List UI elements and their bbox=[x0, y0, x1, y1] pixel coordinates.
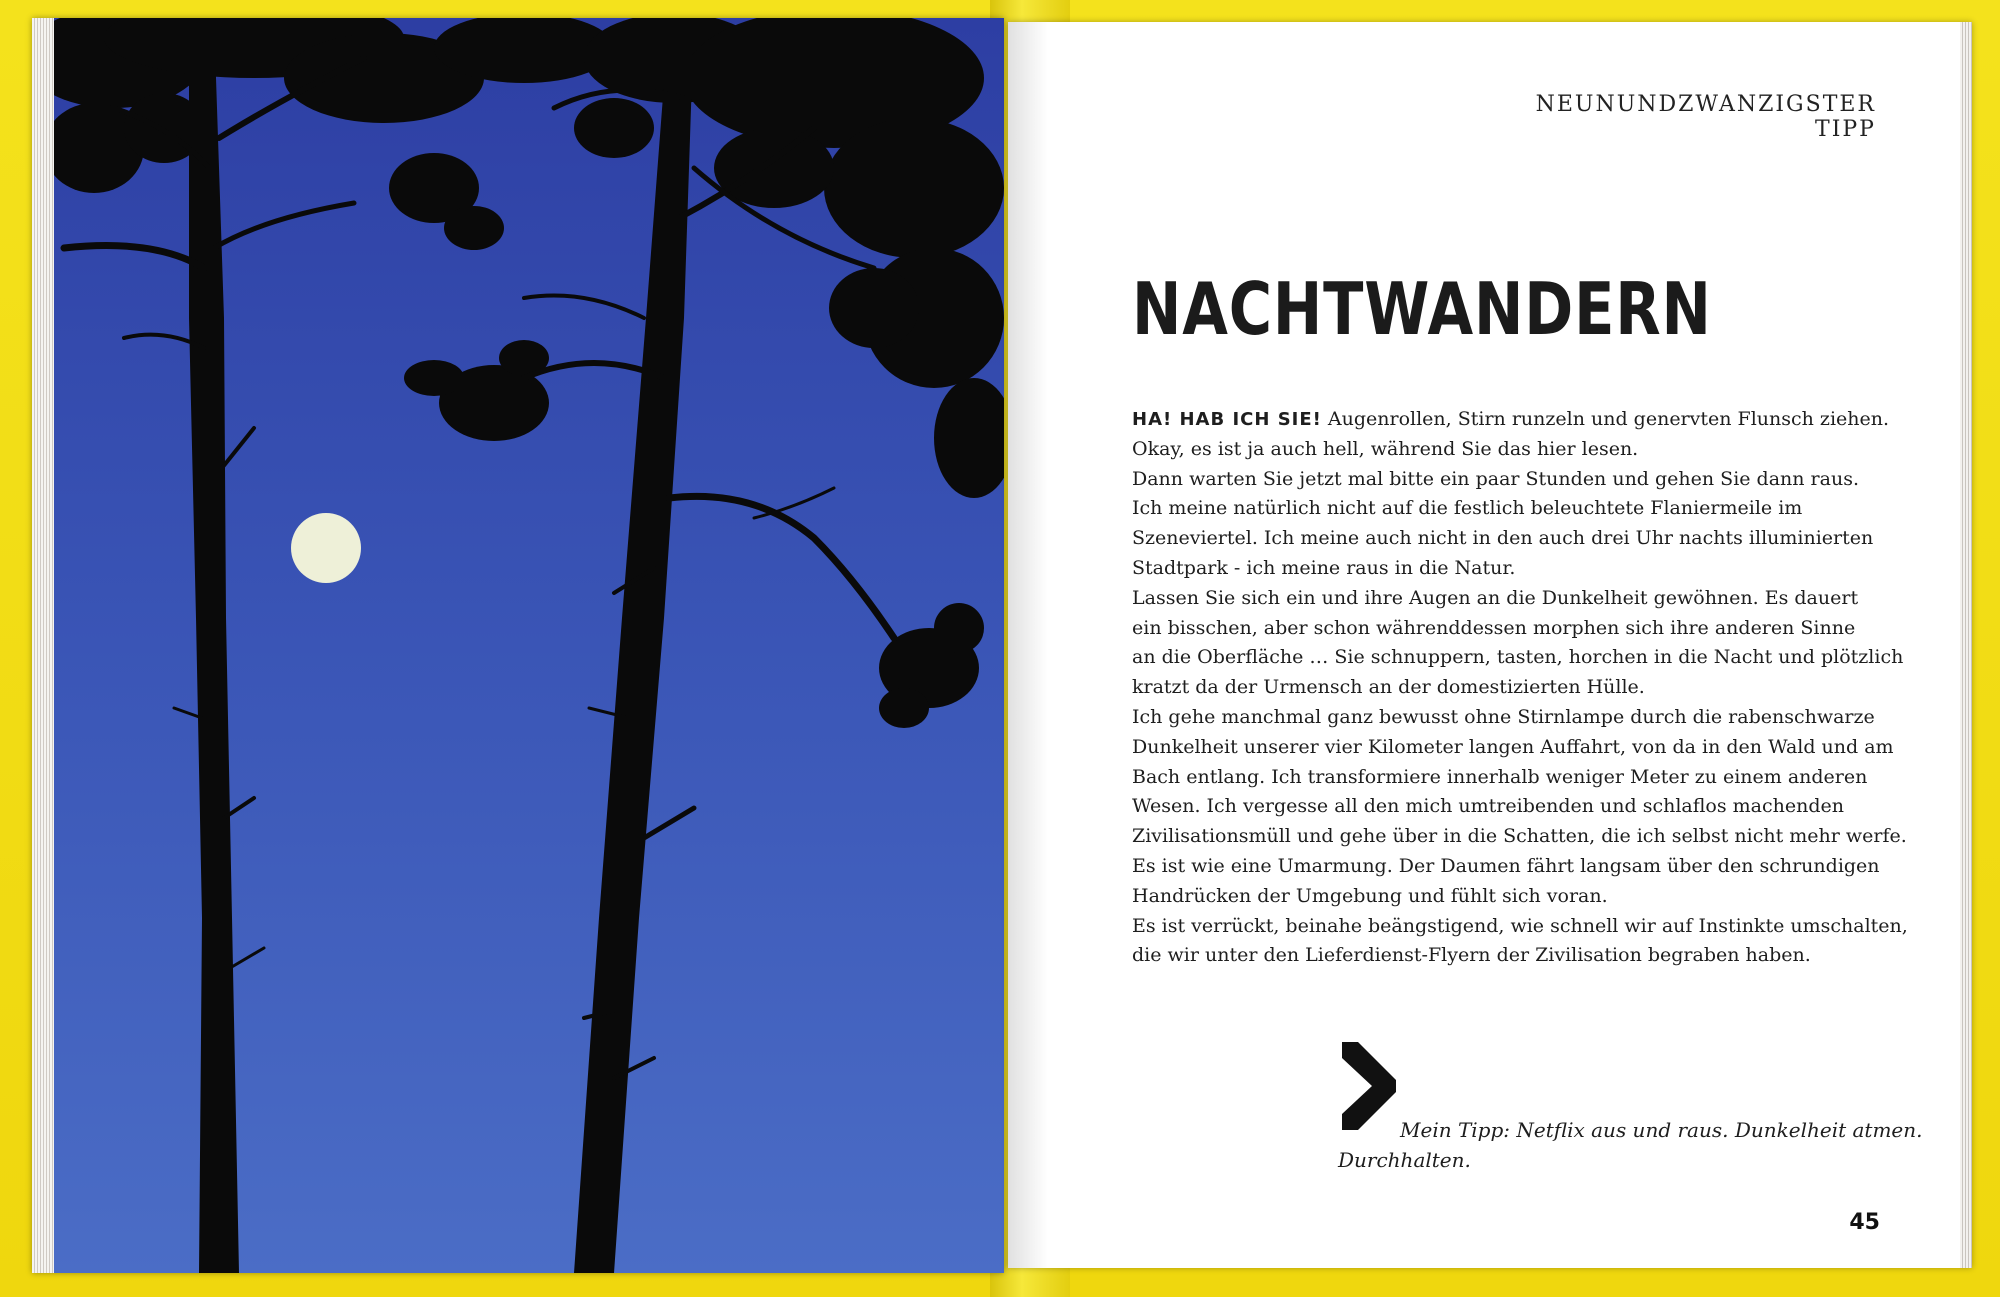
body-line: Zivilisationsmüll und gehe über in die Schatten, die ich selbst nicht mehr werfe. bbox=[1132, 825, 1907, 848]
body-line bbox=[1132, 405, 1892, 435]
body-line: Ich meine natürlich nicht auf die festlich beleuchtete Flaniermeile im bbox=[1132, 497, 1803, 520]
page-number: 45 bbox=[1849, 1210, 1880, 1235]
body-line: Bach entlang. Ich transformiere innerhalb weniger Meter zu einem anderen bbox=[1132, 765, 1868, 788]
running-head: NEUNUNDZWANZIGSTER TIPP bbox=[1535, 92, 1876, 142]
night-forest-illustration bbox=[54, 18, 1004, 1273]
body-line: Okay, es ist ja auch hell, während Sie das hier lesen. bbox=[1132, 437, 1639, 460]
body-line: die wir unter den Lieferdienst-Flyern der Zivilisation begraben haben. bbox=[1132, 944, 1811, 967]
moon-icon bbox=[291, 513, 361, 583]
body-line: ein bisschen, aber schon währenddessen morphen sich ihre anderen Sinne bbox=[1132, 616, 1856, 639]
body-line: Wesen. Ich vergesse all den mich umtreibenden und schlaflos machenden bbox=[1132, 795, 1844, 818]
illustration-canvas bbox=[54, 18, 1004, 1273]
chapter-title: NACHTWANDERN bbox=[1132, 267, 1712, 351]
body-line: Stadtpark - ich meine raus in die Natur. bbox=[1132, 556, 1516, 579]
body-line: Ich gehe manchmal ganz bewusst ohne Stirnlampe durch die rabenschwarze bbox=[1132, 705, 1875, 728]
lead-in: HA! HAB ICH SIE! bbox=[1132, 409, 1322, 430]
body-line: Dunkelheit unserer vier Kilometer langen Auffahrt, von da in den Wald und am bbox=[1132, 735, 1894, 758]
body-line: kratzt da der Urmensch an der domestizierten Hülle. bbox=[1132, 676, 1645, 699]
body-text bbox=[1132, 405, 1908, 971]
tip-box bbox=[1338, 1115, 1923, 1175]
body-line: Es ist wie eine Umarmung. Der Daumen fährt langsam über den schrundigen bbox=[1132, 854, 1880, 877]
page-edges-left bbox=[32, 18, 54, 1273]
tip-line: Mein Tipp: Netflix aus und raus. Dunkelheit atmen. bbox=[1400, 1118, 1923, 1142]
right-page bbox=[1008, 22, 1972, 1268]
body-line: Lassen Sie sich ein und ihre Augen an die Dunkelheit gewöhnen. Es dauert bbox=[1132, 586, 1859, 609]
tip-line: Durchhalten. bbox=[1338, 1148, 1471, 1172]
body-line: an die Oberfläche … Sie schnuppern, tasten, horchen in die Nacht und plötzlich bbox=[1132, 646, 1904, 669]
left-page bbox=[32, 18, 1004, 1273]
page-edges-right bbox=[1960, 22, 1972, 1268]
body-line-text: Augenrollen, Stirn runzeln und genervten Flunsch ziehen. bbox=[1327, 408, 1890, 430]
body-line: Handrücken der Umgebung und fühlt sich voran. bbox=[1132, 884, 1608, 907]
body-line: Szeneviertel. Ich meine auch nicht in den auch drei Uhr nachts illuminierten bbox=[1132, 527, 1874, 550]
body-line: Es ist verrückt, beinahe beängstigend, wie schnell wir auf Instinkte umschalten, bbox=[1132, 914, 1908, 937]
gutter-shadow bbox=[1008, 22, 1048, 1268]
body-line: Dann warten Sie jetzt mal bitte ein paar Stunden und gehen Sie dann raus. bbox=[1132, 467, 1859, 490]
